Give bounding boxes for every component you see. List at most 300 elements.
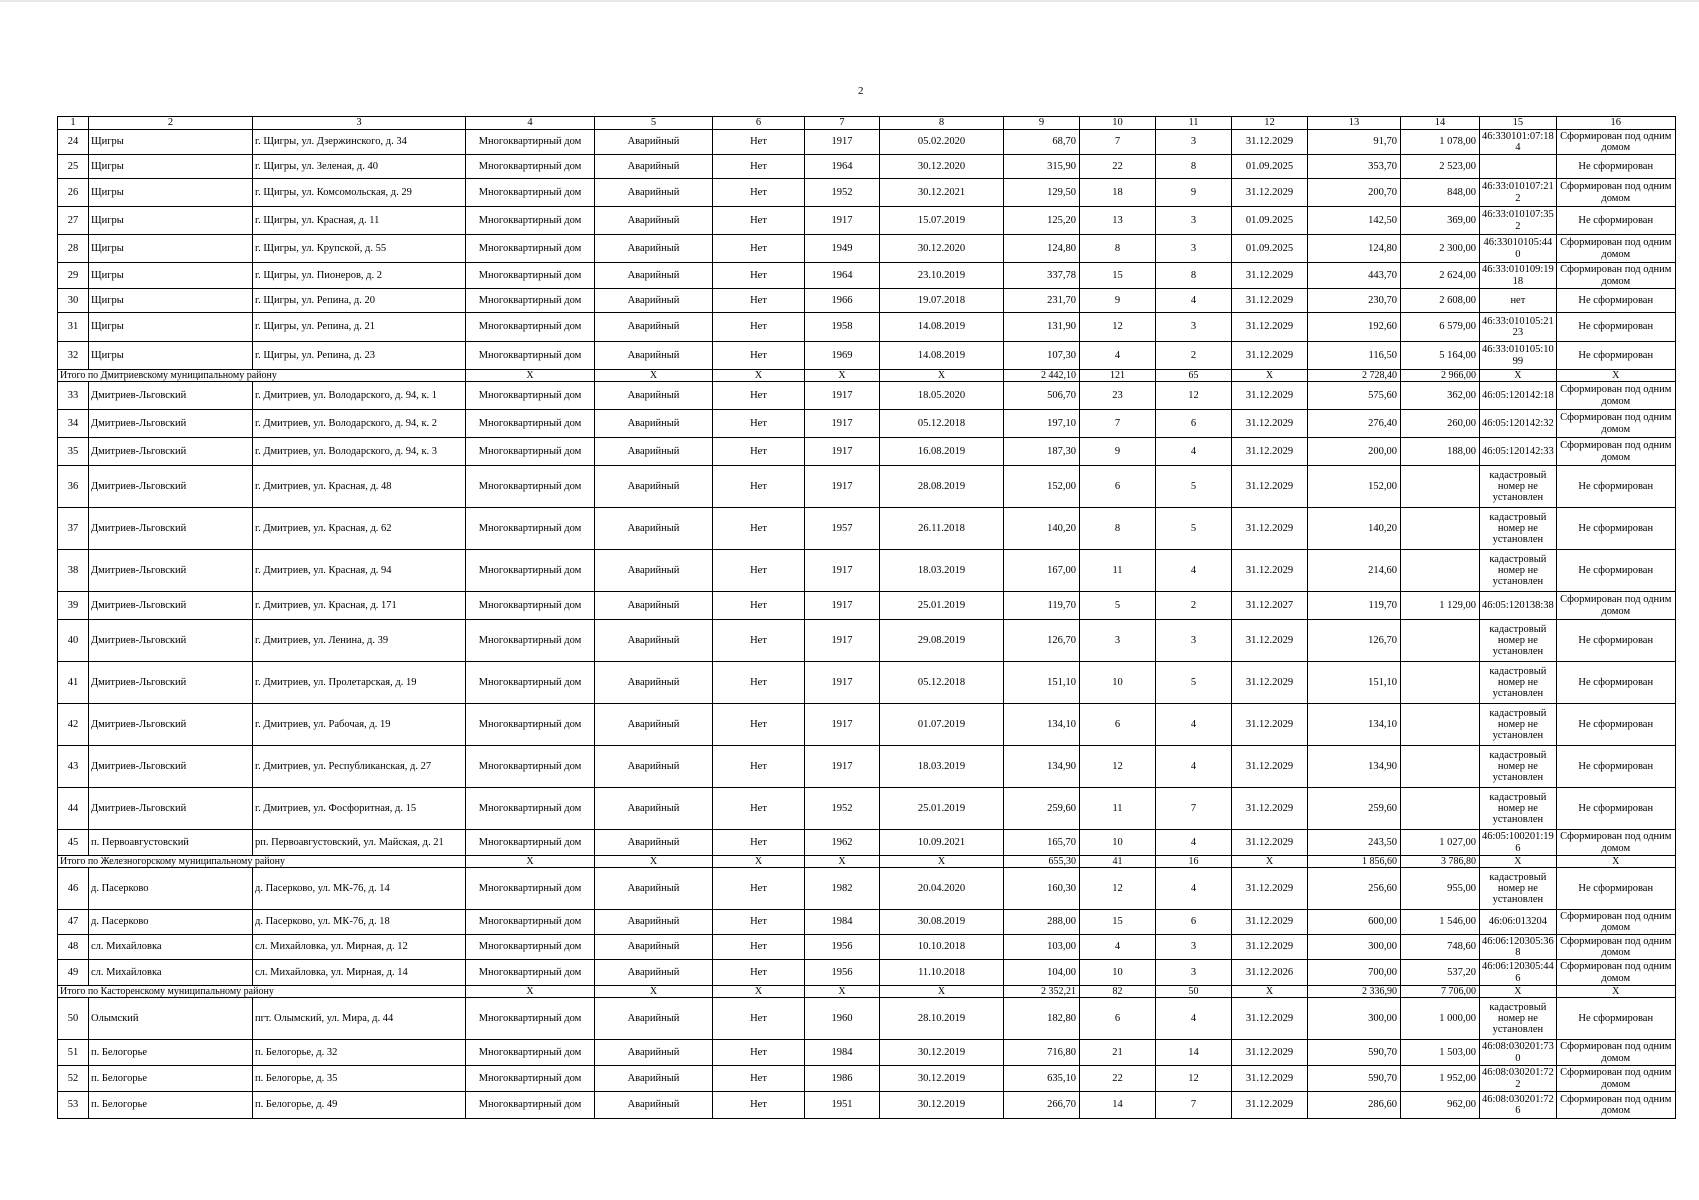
table-row — [58, 998, 1676, 1040]
column-10-cell: 10 — [1080, 662, 1156, 704]
column-14-cell — [1401, 788, 1480, 830]
subtotal-cell: 1 856,60 — [1308, 856, 1401, 868]
column-11-cell: 7 — [1156, 1092, 1232, 1119]
date-cell: 23.10.2019 — [880, 263, 1004, 289]
locality-cell: п. Белогорье — [89, 1066, 253, 1092]
area-cell: 635,10 — [1004, 1066, 1080, 1092]
column-14-cell: 1 078,00 — [1401, 130, 1480, 155]
building-type-cell: Многоквартирный дом — [466, 998, 595, 1040]
column-14-cell: 848,00 — [1401, 179, 1480, 207]
column-6-cell: Нет — [713, 313, 805, 342]
condition-status-cell: Аварийный — [595, 263, 713, 289]
land-plot-status-cell: Сформирован под одним домом — [1556, 382, 1675, 410]
condition-status-cell: Аварийный — [595, 155, 713, 179]
column-6-cell: Нет — [713, 960, 805, 986]
year-cell: 1917 — [805, 550, 880, 592]
column-11-cell: 4 — [1156, 704, 1232, 746]
table-row — [58, 410, 1676, 438]
column-10-cell: 10 — [1080, 830, 1156, 856]
area-cell: 68,70 — [1004, 130, 1080, 155]
column-6-cell: Нет — [713, 746, 805, 788]
subtotal-area: 2 442,10 — [1004, 370, 1080, 382]
deadline-cell: 31.12.2029 — [1232, 935, 1308, 960]
column-13-cell: 590,70 — [1308, 1040, 1401, 1066]
column-11-cell: 4 — [1156, 746, 1232, 788]
table-row — [58, 263, 1676, 289]
subtotal-cell: X — [1232, 370, 1308, 382]
land-plot-status-cell: Сформирован под одним домом — [1556, 1066, 1675, 1092]
column-11-cell: 12 — [1156, 382, 1232, 410]
address-cell: г. Щигры, ул. Крупской, д. 55 — [253, 235, 466, 263]
year-cell: 1986 — [805, 1066, 880, 1092]
subtotal-cell: 7 706,00 — [1401, 986, 1480, 998]
column-10-cell: 15 — [1080, 263, 1156, 289]
column-14-cell: 1 546,00 — [1401, 910, 1480, 935]
cadastral-number-cell: 46:06:120305:44 6 — [1480, 960, 1557, 986]
building-type-cell: Многоквартирный дом — [466, 289, 595, 313]
subtotal-row — [58, 986, 1676, 998]
cadastral-number-cell — [1480, 155, 1557, 179]
deadline-cell: 31.12.2029 — [1232, 998, 1308, 1040]
building-type-cell: Многоквартирный дом — [466, 179, 595, 207]
land-plot-status-cell: Не сформирован — [1556, 155, 1675, 179]
date-cell: 25.01.2019 — [880, 788, 1004, 830]
condition-status-cell: Аварийный — [595, 998, 713, 1040]
subtotal-cell: X — [466, 986, 595, 998]
cadastral-number-cell: 46:05:120142:33 — [1480, 438, 1557, 466]
locality-cell: Дмитриев-Льговский — [89, 704, 253, 746]
subtotal-cell: X — [880, 370, 1004, 382]
column-11-cell: 3 — [1156, 130, 1232, 155]
locality-cell: Дмитриев-Льговский — [89, 438, 253, 466]
column-11-cell: 4 — [1156, 438, 1232, 466]
column-13-cell: 152,00 — [1308, 466, 1401, 508]
page-number: 2 — [858, 85, 864, 97]
address-cell: г. Дмитриев, ул. Ленина, д. 39 — [253, 620, 466, 662]
locality-cell: Дмитриев-Льговский — [89, 620, 253, 662]
row-number: 28 — [58, 235, 89, 263]
condition-status-cell: Аварийный — [595, 910, 713, 935]
column-13-cell: 91,70 — [1308, 130, 1401, 155]
area-cell: 259,60 — [1004, 788, 1080, 830]
column-13-cell: 276,40 — [1308, 410, 1401, 438]
year-cell: 1962 — [805, 830, 880, 856]
date-cell: 01.07.2019 — [880, 704, 1004, 746]
subtotal-cell: X — [595, 856, 713, 868]
subtotal-label: Итого по Касторенскому муниципальному району — [58, 986, 466, 998]
area-cell: 716,80 — [1004, 1040, 1080, 1066]
condition-status-cell: Аварийный — [595, 550, 713, 592]
column-13-cell: 600,00 — [1308, 910, 1401, 935]
row-number: 50 — [58, 998, 89, 1040]
subtotal-cell: 121 — [1080, 370, 1156, 382]
row-number: 34 — [58, 410, 89, 438]
subtotal-cell: 41 — [1080, 856, 1156, 868]
building-type-cell: Многоквартирный дом — [466, 960, 595, 986]
column-11-cell: 5 — [1156, 466, 1232, 508]
column-11-cell: 2 — [1156, 592, 1232, 620]
subtotal-label: Итого по Дмитриевскому муниципальному району — [58, 370, 466, 382]
address-cell: г. Дмитриев, ул. Пролетарская, д. 19 — [253, 662, 466, 704]
housing-table-container — [57, 116, 1676, 1119]
column-10-cell: 5 — [1080, 592, 1156, 620]
year-cell: 1966 — [805, 289, 880, 313]
column-11-cell: 4 — [1156, 550, 1232, 592]
column-14-cell: 2 624,00 — [1401, 263, 1480, 289]
land-plot-status-cell: Не сформирован — [1556, 289, 1675, 313]
column-10-cell: 4 — [1080, 935, 1156, 960]
row-number: 46 — [58, 868, 89, 910]
column-10-cell: 9 — [1080, 438, 1156, 466]
table-row — [58, 130, 1676, 155]
column-6-cell: Нет — [713, 662, 805, 704]
address-cell: г. Щигры, ул. Пионеров, д. 2 — [253, 263, 466, 289]
address-cell: д. Пасерково, ул. МК-76, д. 14 — [253, 868, 466, 910]
row-number: 36 — [58, 466, 89, 508]
column-14-cell: 260,00 — [1401, 410, 1480, 438]
deadline-cell: 31.12.2029 — [1232, 342, 1308, 370]
year-cell: 1969 — [805, 342, 880, 370]
date-cell: 05.12.2018 — [880, 662, 1004, 704]
table-row — [58, 235, 1676, 263]
cadastral-number-cell: 46:33:010107:21 2 — [1480, 179, 1557, 207]
condition-status-cell: Аварийный — [595, 746, 713, 788]
building-type-cell: Многоквартирный дом — [466, 438, 595, 466]
date-cell: 30.12.2020 — [880, 155, 1004, 179]
column-11-cell: 12 — [1156, 1066, 1232, 1092]
area-cell: 125,20 — [1004, 207, 1080, 235]
address-cell: г. Щигры, ул. Комсомольская, д. 29 — [253, 179, 466, 207]
address-cell: г. Дмитриев, ул. Республиканская, д. 27 — [253, 746, 466, 788]
column-number-header: 15 — [1480, 117, 1557, 130]
land-plot-status-cell: Не сформирован — [1556, 466, 1675, 508]
column-6-cell: Нет — [713, 179, 805, 207]
column-11-cell: 7 — [1156, 788, 1232, 830]
row-number: 42 — [58, 704, 89, 746]
condition-status-cell: Аварийный — [595, 830, 713, 856]
table-row — [58, 704, 1676, 746]
column-14-cell: 1 503,00 — [1401, 1040, 1480, 1066]
table-row — [58, 179, 1676, 207]
column-13-cell: 214,60 — [1308, 550, 1401, 592]
locality-cell: сл. Михайловка — [89, 960, 253, 986]
column-14-cell: 2 523,00 — [1401, 155, 1480, 179]
column-10-cell: 9 — [1080, 289, 1156, 313]
table-row — [58, 868, 1676, 910]
building-type-cell: Многоквартирный дом — [466, 410, 595, 438]
date-cell: 28.10.2019 — [880, 998, 1004, 1040]
date-cell: 30.12.2019 — [880, 1066, 1004, 1092]
column-13-cell: 140,20 — [1308, 508, 1401, 550]
date-cell: 16.08.2019 — [880, 438, 1004, 466]
table-row — [58, 788, 1676, 830]
locality-cell: Дмитриев-Льговский — [89, 410, 253, 438]
column-11-cell: 6 — [1156, 410, 1232, 438]
subtotal-cell: X — [466, 370, 595, 382]
condition-status-cell: Аварийный — [595, 662, 713, 704]
column-13-cell: 575,60 — [1308, 382, 1401, 410]
column-10-cell: 13 — [1080, 207, 1156, 235]
area-cell: 197,10 — [1004, 410, 1080, 438]
locality-cell: Щигры — [89, 130, 253, 155]
locality-cell: Щигры — [89, 289, 253, 313]
cadastral-number-cell: кадастровый номер не установлен — [1480, 662, 1557, 704]
deadline-cell: 31.12.2029 — [1232, 830, 1308, 856]
deadline-cell: 31.12.2029 — [1232, 788, 1308, 830]
column-6-cell: Нет — [713, 998, 805, 1040]
building-type-cell: Многоквартирный дом — [466, 382, 595, 410]
row-number: 41 — [58, 662, 89, 704]
column-13-cell: 243,50 — [1308, 830, 1401, 856]
row-number: 26 — [58, 179, 89, 207]
column-6-cell: Нет — [713, 508, 805, 550]
column-6-cell: Нет — [713, 935, 805, 960]
column-14-cell: 6 579,00 — [1401, 313, 1480, 342]
deadline-cell: 31.12.2029 — [1232, 410, 1308, 438]
address-cell: г. Щигры, ул. Зеленая, д. 40 — [253, 155, 466, 179]
condition-status-cell: Аварийный — [595, 704, 713, 746]
subtotal-cell: X — [1480, 856, 1557, 868]
year-cell: 1952 — [805, 788, 880, 830]
area-cell: 126,70 — [1004, 620, 1080, 662]
column-14-cell — [1401, 508, 1480, 550]
subtotal-cell: X — [805, 370, 880, 382]
column-6-cell: Нет — [713, 704, 805, 746]
locality-cell: Дмитриев-Льговский — [89, 746, 253, 788]
year-cell: 1964 — [805, 263, 880, 289]
locality-cell: Щигры — [89, 342, 253, 370]
address-cell: сл. Михайловка, ул. Мирная, д. 12 — [253, 935, 466, 960]
column-number-header: 11 — [1156, 117, 1232, 130]
address-cell: г. Дмитриев, ул. Красная, д. 171 — [253, 592, 466, 620]
column-number-header: 10 — [1080, 117, 1156, 130]
building-type-cell: Многоквартирный дом — [466, 746, 595, 788]
subtotal-cell: X — [1556, 856, 1675, 868]
building-type-cell: Многоквартирный дом — [466, 207, 595, 235]
land-plot-status-cell: Сформирован под одним домом — [1556, 179, 1675, 207]
locality-cell: Щигры — [89, 155, 253, 179]
cadastral-number-cell: 46:08:030201:73 0 — [1480, 1040, 1557, 1066]
column-6-cell: Нет — [713, 289, 805, 313]
year-cell: 1917 — [805, 704, 880, 746]
year-cell: 1956 — [805, 960, 880, 986]
year-cell: 1917 — [805, 438, 880, 466]
column-6-cell: Нет — [713, 830, 805, 856]
land-plot-status-cell: Сформирован под одним домом — [1556, 592, 1675, 620]
column-14-cell — [1401, 746, 1480, 788]
subtotal-cell: 16 — [1156, 856, 1232, 868]
condition-status-cell: Аварийный — [595, 382, 713, 410]
deadline-cell: 31.12.2029 — [1232, 179, 1308, 207]
deadline-cell: 31.12.2029 — [1232, 550, 1308, 592]
address-cell: г. Дмитриев, ул. Володарского, д. 94, к. 3 — [253, 438, 466, 466]
column-14-cell: 1 129,00 — [1401, 592, 1480, 620]
condition-status-cell: Аварийный — [595, 1040, 713, 1066]
table-row — [58, 155, 1676, 179]
cadastral-number-cell: 46:05:120138:38 — [1480, 592, 1557, 620]
row-number: 51 — [58, 1040, 89, 1066]
row-number: 39 — [58, 592, 89, 620]
column-10-cell: 22 — [1080, 1066, 1156, 1092]
column-10-cell: 6 — [1080, 466, 1156, 508]
column-6-cell: Нет — [713, 466, 805, 508]
column-number-header: 13 — [1308, 117, 1401, 130]
area-cell: 315,90 — [1004, 155, 1080, 179]
column-10-cell: 18 — [1080, 179, 1156, 207]
date-cell: 14.08.2019 — [880, 342, 1004, 370]
column-13-cell: 259,60 — [1308, 788, 1401, 830]
condition-status-cell: Аварийный — [595, 410, 713, 438]
table-row — [58, 830, 1676, 856]
condition-status-cell: Аварийный — [595, 466, 713, 508]
land-plot-status-cell: Не сформирован — [1556, 998, 1675, 1040]
cadastral-number-cell: нет — [1480, 289, 1557, 313]
subtotal-cell: 3 786,80 — [1401, 856, 1480, 868]
locality-cell: Дмитриев-Льговский — [89, 466, 253, 508]
cadastral-number-cell: 46:33:010107:35 2 — [1480, 207, 1557, 235]
column-14-cell: 362,00 — [1401, 382, 1480, 410]
column-13-cell: 230,70 — [1308, 289, 1401, 313]
condition-status-cell: Аварийный — [595, 289, 713, 313]
column-10-cell: 3 — [1080, 620, 1156, 662]
land-plot-status-cell: Сформирован под одним домом — [1556, 1040, 1675, 1066]
condition-status-cell: Аварийный — [595, 179, 713, 207]
deadline-cell: 31.12.2029 — [1232, 382, 1308, 410]
column-13-cell: 192,60 — [1308, 313, 1401, 342]
column-13-cell: 134,90 — [1308, 746, 1401, 788]
row-number: 30 — [58, 289, 89, 313]
area-cell: 134,90 — [1004, 746, 1080, 788]
condition-status-cell: Аварийный — [595, 592, 713, 620]
building-type-cell: Многоквартирный дом — [466, 592, 595, 620]
column-14-cell: 2 608,00 — [1401, 289, 1480, 313]
building-type-cell: Многоквартирный дом — [466, 466, 595, 508]
column-13-cell: 300,00 — [1308, 998, 1401, 1040]
column-number-header: 4 — [466, 117, 595, 130]
year-cell: 1957 — [805, 508, 880, 550]
locality-cell: Дмитриев-Льговский — [89, 788, 253, 830]
column-11-cell: 4 — [1156, 830, 1232, 856]
column-11-cell: 2 — [1156, 342, 1232, 370]
land-plot-status-cell: Не сформирован — [1556, 313, 1675, 342]
land-plot-status-cell: Сформирован под одним домом — [1556, 935, 1675, 960]
deadline-cell: 31.12.2029 — [1232, 620, 1308, 662]
date-cell: 20.04.2020 — [880, 868, 1004, 910]
row-number: 48 — [58, 935, 89, 960]
table-row — [58, 592, 1676, 620]
column-11-cell: 3 — [1156, 235, 1232, 263]
date-cell: 28.08.2019 — [880, 466, 1004, 508]
year-cell: 1917 — [805, 592, 880, 620]
area-cell: 103,00 — [1004, 935, 1080, 960]
deadline-cell: 31.12.2029 — [1232, 438, 1308, 466]
date-cell: 14.08.2019 — [880, 313, 1004, 342]
building-type-cell: Многоквартирный дом — [466, 1040, 595, 1066]
year-cell: 1917 — [805, 466, 880, 508]
column-11-cell: 3 — [1156, 313, 1232, 342]
date-cell: 18.03.2019 — [880, 746, 1004, 788]
row-number: 32 — [58, 342, 89, 370]
column-13-cell: 151,10 — [1308, 662, 1401, 704]
deadline-cell: 31.12.2029 — [1232, 868, 1308, 910]
area-cell: 107,30 — [1004, 342, 1080, 370]
locality-cell: д. Пасерково — [89, 910, 253, 935]
table-row — [58, 910, 1676, 935]
locality-cell: п. Белогорье — [89, 1040, 253, 1066]
deadline-cell: 31.12.2029 — [1232, 130, 1308, 155]
column-11-cell: 3 — [1156, 620, 1232, 662]
date-cell: 30.12.2019 — [880, 1040, 1004, 1066]
column-13-cell: 286,60 — [1308, 1092, 1401, 1119]
row-number: 29 — [58, 263, 89, 289]
row-number: 25 — [58, 155, 89, 179]
column-6-cell: Нет — [713, 438, 805, 466]
column-6-cell: Нет — [713, 788, 805, 830]
area-cell: 165,70 — [1004, 830, 1080, 856]
column-number-header: 9 — [1004, 117, 1080, 130]
cadastral-number-cell: кадастровый номер не установлен — [1480, 508, 1557, 550]
column-11-cell: 4 — [1156, 289, 1232, 313]
land-plot-status-cell: Сформирован под одним домом — [1556, 960, 1675, 986]
row-number: 45 — [58, 830, 89, 856]
column-10-cell: 8 — [1080, 235, 1156, 263]
subtotal-cell: X — [1480, 986, 1557, 998]
column-14-cell: 369,00 — [1401, 207, 1480, 235]
cadastral-number-cell: 46:33010105:44 0 — [1480, 235, 1557, 263]
year-cell: 1958 — [805, 313, 880, 342]
area-cell: 129,50 — [1004, 179, 1080, 207]
subtotal-cell: 2 966,00 — [1401, 370, 1480, 382]
column-6-cell: Нет — [713, 592, 805, 620]
building-type-cell: Многоквартирный дом — [466, 342, 595, 370]
cadastral-number-cell: 46:06:013204 — [1480, 910, 1557, 935]
area-cell: 151,10 — [1004, 662, 1080, 704]
emergency-housing-table — [57, 116, 1676, 1119]
subtotal-cell: 2 728,40 — [1308, 370, 1401, 382]
column-13-cell: 700,00 — [1308, 960, 1401, 986]
area-cell: 506,70 — [1004, 382, 1080, 410]
building-type-cell: Многоквартирный дом — [466, 130, 595, 155]
row-number: 35 — [58, 438, 89, 466]
subtotal-cell: X — [713, 856, 805, 868]
subtotal-cell: X — [880, 986, 1004, 998]
column-14-cell: 1 000,00 — [1401, 998, 1480, 1040]
cadastral-number-cell: кадастровый номер не установлен — [1480, 788, 1557, 830]
year-cell: 1956 — [805, 935, 880, 960]
subtotal-cell: X — [713, 370, 805, 382]
column-10-cell: 15 — [1080, 910, 1156, 935]
cadastral-number-cell: 46:33:010109:19 18 — [1480, 263, 1557, 289]
subtotal-label: Итого по Железногорскому муниципальному району — [58, 856, 466, 868]
address-cell: г. Дмитриев, ул. Рабочая, д. 19 — [253, 704, 466, 746]
row-number: 38 — [58, 550, 89, 592]
condition-status-cell: Аварийный — [595, 313, 713, 342]
subtotal-cell: X — [1232, 856, 1308, 868]
column-6-cell: Нет — [713, 1066, 805, 1092]
locality-cell: Щигры — [89, 313, 253, 342]
year-cell: 1964 — [805, 155, 880, 179]
column-10-cell: 6 — [1080, 998, 1156, 1040]
condition-status-cell: Аварийный — [595, 1066, 713, 1092]
year-cell: 1984 — [805, 1040, 880, 1066]
building-type-cell: Многоквартирный дом — [466, 788, 595, 830]
column-10-cell: 22 — [1080, 155, 1156, 179]
row-number: 33 — [58, 382, 89, 410]
condition-status-cell: Аварийный — [595, 130, 713, 155]
year-cell: 1917 — [805, 662, 880, 704]
column-13-cell: 142,50 — [1308, 207, 1401, 235]
year-cell: 1917 — [805, 410, 880, 438]
